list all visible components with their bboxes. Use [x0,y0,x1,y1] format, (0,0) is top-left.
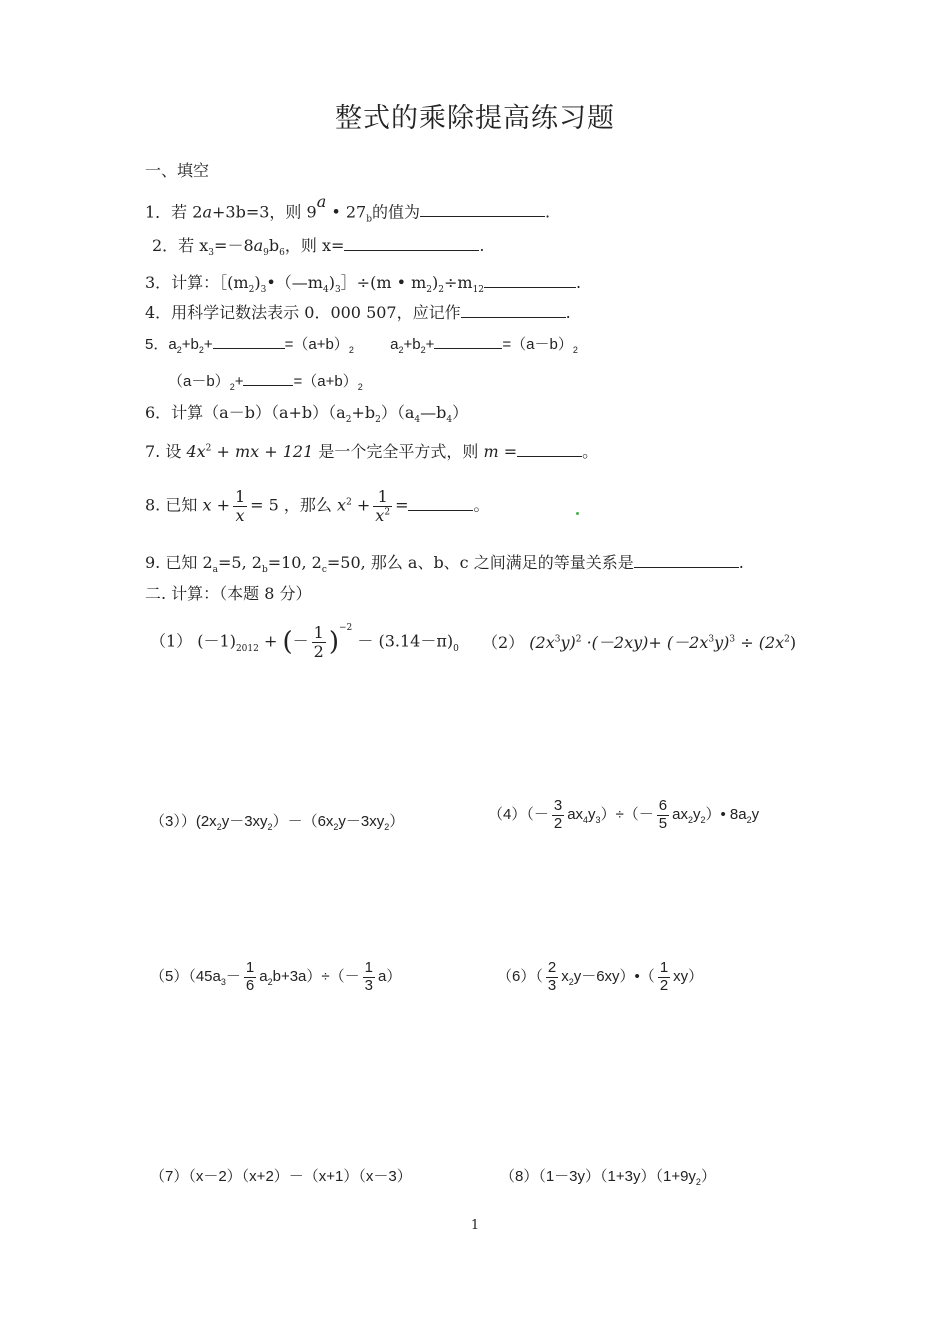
page-number: 1 [470,1218,480,1233]
problem-7: （7）（x－2）（x+2）－（x+1）（x－3） [150,1168,412,1185]
fraction: $\frac{1}{6}$ [245,959,255,994]
fraction: $\frac{2}{3}$ [547,959,557,994]
fraction: $\frac{1}{2}$ [313,623,324,661]
answer-blank[interactable] [344,249,479,251]
stray-mark [576,512,579,515]
fraction: $\frac{1}{3}$ [364,959,373,994]
fraction: $\frac{1}{x^2}$ [375,487,391,525]
question-8: 8. 已知 x + $\frac{1}{x}$ = 5 ，那么 $x^2$ + $\frac{1}{x^2}$ = 。 [145,487,490,525]
question-6: 6．计算$(a-b)(a+b)(a_2+b_2)(a_4—b_4)$ [145,403,469,426]
problem-5: $(5)(45a_3-$ $\frac{1}{6}$ $a_2b+3a)\div(-$ $\frac{1}{3}$ a） [150,959,402,994]
problem-2: （2） $(2x^3y)^2 \cdot(-2xy)+ (-2x^3y)^3 \div (2x^2)$ [482,633,797,652]
fraction: $\frac{1}{x}$ [234,487,246,525]
answer-blank[interactable] [243,384,293,386]
answer-blank[interactable] [434,347,502,349]
problem-8: $(8)(1-3y)(1+3y)(1+9y_2)$ [500,1168,716,1187]
answer-blank[interactable] [484,286,576,288]
question-7: 7. 设 $4x^2$ + mx + 121 是一个完全平方式，则 m = 。 [145,442,599,461]
fraction: $\frac{6}{5}$ [658,797,668,832]
question-3: 3．计算：$[(m_2)_3•(—m_4)_3]\div(m$ • $m_2)_2\div m_{12}$ . [145,273,582,296]
question-5-line-2: $(a-b)_2+ =(a+b)_2$ [168,373,363,392]
answer-blank[interactable] [634,566,739,568]
answer-blank[interactable] [461,316,566,318]
question-4: 4．用科学记数法表示 0．000 507，应记作 . [145,303,571,322]
question-5: 5．$a_2+b_2+ =(a+b)_2$ $a_2+b_2+ =(a-b)_2$ [145,336,578,355]
fraction: $\frac{3}{2}$ [553,797,563,832]
answer-blank[interactable] [213,347,285,349]
answer-blank[interactable] [408,509,473,511]
problem-1: （1） $(-1)_{2012}$ + (－ $\frac{1}{2}$ )$^{-2} - (3.14-\pi)_0$ [150,623,459,661]
section-heading-fill-blank: 一、填空 [145,161,210,180]
question-1: 1．若 2a+3b=3，则 9$^a$ • $27_b$的值为 . [145,192,551,225]
problem-6: （6）（ $\frac{2}{3}$ $x_2y-6xy)•$（ $\frac{1}{2}$ xy） [497,959,704,994]
answer-blank[interactable] [517,455,582,457]
problem-4: （4）（－ $\frac{3}{2}$ $ax_4y_3)\div(-$ $\frac{6}{5}$ $ax_2y_2)•$ $8a_2y$ [488,797,760,832]
question-9: 9. 已知 $2_a=5$, $2_b=10$, $2_c=50$, 那么 a、b、c 之间满足的等量关系是 . [145,553,744,576]
section-heading-compute: 二. 计算：（本题 8 分） [145,584,312,603]
answer-blank[interactable] [420,215,545,217]
fraction: $\frac{1}{2}$ [659,959,669,994]
page-title: 整式的乘除提高练习题 [335,103,615,134]
question-2: 2．若 $x_3=-8a_9b_6$，则 x= . [152,236,485,259]
problem-3: $(3))(2x_2y-3xy_2)-(6x_2y-3xy_2)$ [150,813,405,832]
